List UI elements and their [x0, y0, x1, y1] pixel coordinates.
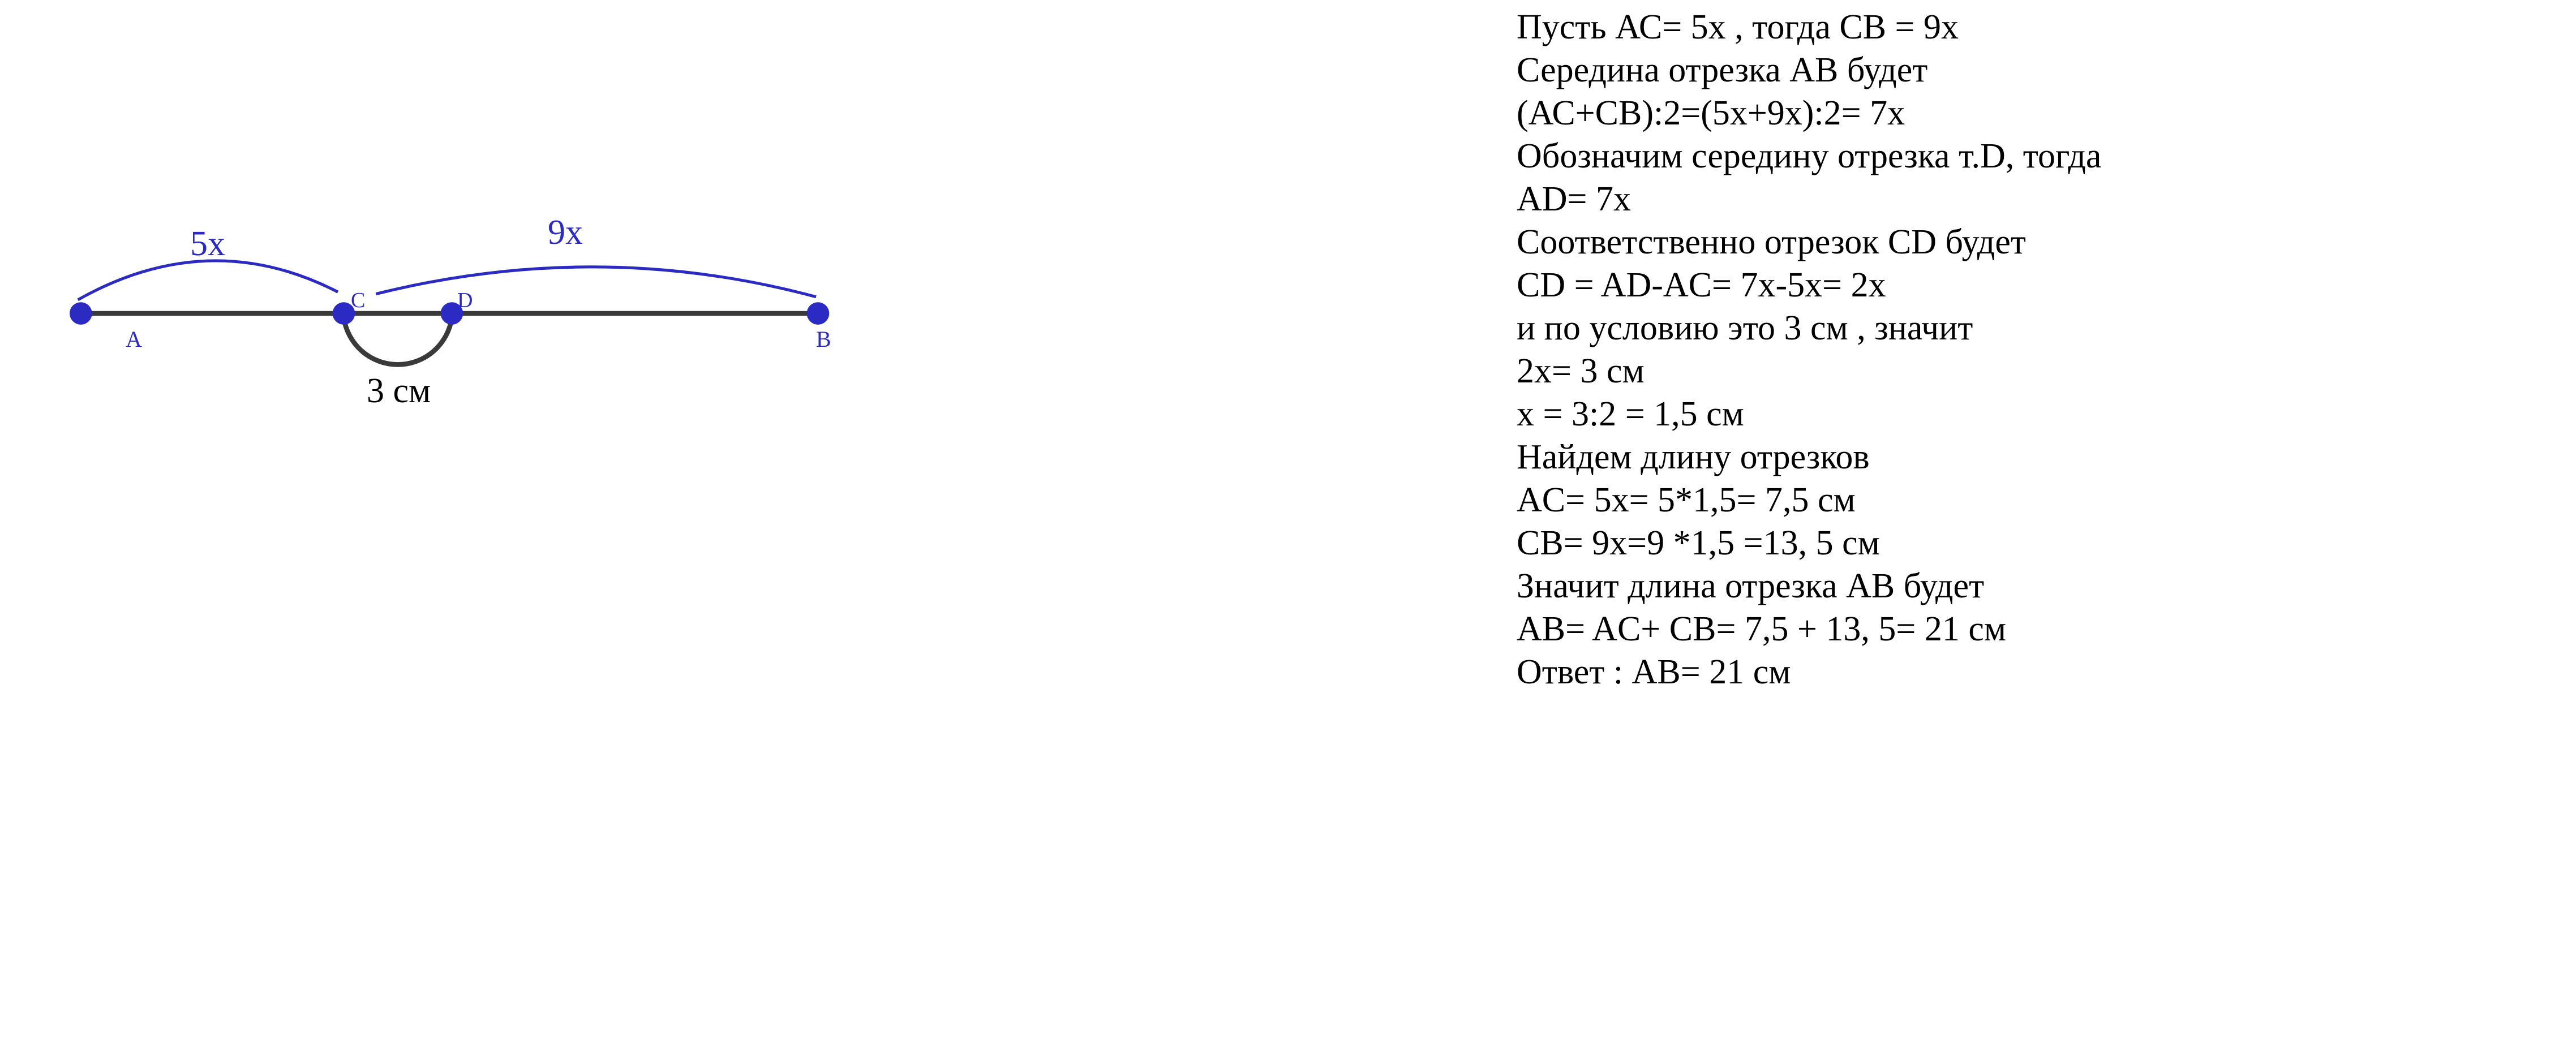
solution-line: CD = AD-AC= 7x-5x= 2x — [1517, 266, 1886, 304]
point-label-c: C — [351, 289, 366, 312]
solution-text-block — [1517, 6, 2547, 694]
point-label-b: B — [816, 326, 831, 352]
brace-label-cb: 9x — [548, 213, 583, 252]
point-marker-b — [808, 304, 827, 323]
solution-line: Соответственно отрезок CD будет — [1517, 223, 2026, 261]
solution-line: и по условию это 3 см , значит — [1517, 309, 1973, 347]
arc-cd-measure — [344, 317, 452, 365]
solution-line: Найдем длину отрезков — [1517, 438, 1870, 476]
brace-arc-ac — [78, 261, 338, 300]
point-label-a: A — [126, 326, 142, 352]
solution-line: AC= 5x= 5*1,5= 7,5 см — [1517, 481, 1856, 519]
solution-line: Ответ : АВ= 21 см — [1517, 653, 1791, 691]
solution-line: Значит длина отрезка АВ будет — [1517, 567, 1985, 605]
solution-line: Пусть АС= 5х , тогда СВ = 9х — [1517, 8, 1959, 46]
brace-arc-cb — [376, 267, 816, 297]
solution-line: Обозначим середину отрезка т.D, тогда — [1517, 137, 2102, 175]
solution-line: 2x= 3 см — [1517, 352, 1645, 390]
measure-label-cd: 3 см — [367, 372, 431, 410]
solution-line: CB= 9x=9 *1,5 =13, 5 см — [1517, 524, 1880, 562]
brace-label-ac: 5x — [190, 225, 225, 263]
solution-line: (АС+СВ):2=(5х+9х):2= 7х — [1517, 94, 1905, 132]
point-marker-a — [71, 304, 91, 323]
solution-line: Середина отрезка АВ будет — [1517, 51, 1928, 89]
solution-line: AD= 7x — [1517, 180, 1632, 218]
solution-line: x = 3:2 = 1,5 см — [1517, 395, 1744, 433]
point-label-d: D — [457, 289, 473, 312]
solution-line: AB= AC+ CB= 7,5 + 13, 5= 21 см — [1517, 610, 2007, 648]
